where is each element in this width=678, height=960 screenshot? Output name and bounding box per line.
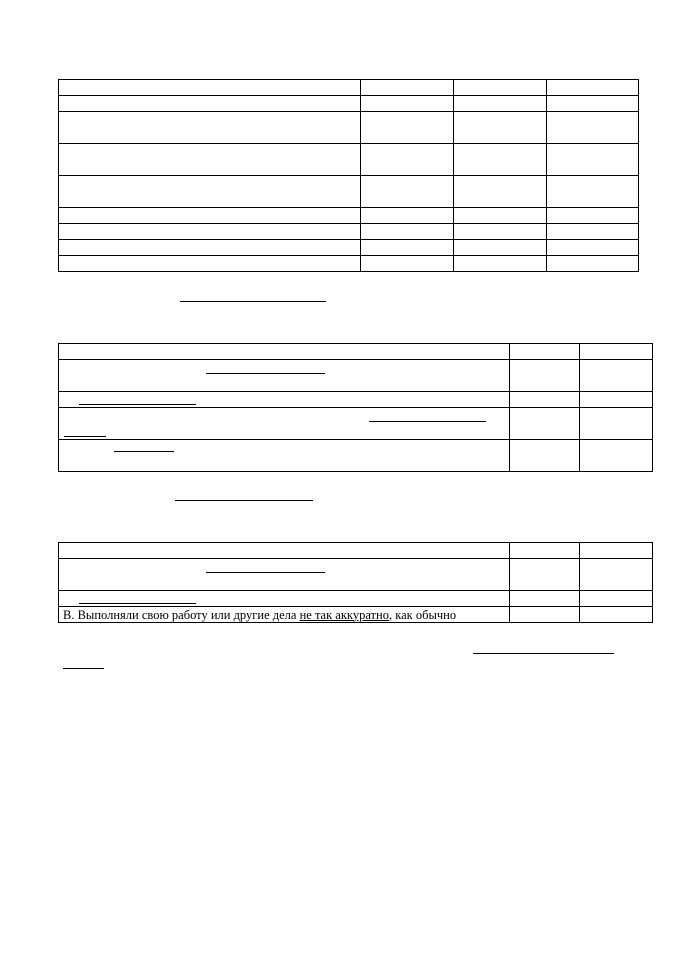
row-label-suffix: , как обычно bbox=[388, 607, 457, 622]
answer-cell[interactable] bbox=[580, 559, 653, 591]
row-label bbox=[59, 80, 361, 96]
answer-cell[interactable] bbox=[547, 240, 639, 256]
table-row bbox=[59, 543, 653, 559]
answer-cell[interactable] bbox=[361, 256, 454, 272]
table-row bbox=[59, 224, 639, 240]
answer-cell[interactable] bbox=[510, 408, 580, 440]
row-label bbox=[59, 224, 361, 240]
row-label bbox=[59, 240, 361, 256]
answer-cell[interactable] bbox=[361, 96, 454, 112]
table-row bbox=[59, 176, 639, 208]
underlined-blank bbox=[180, 301, 326, 302]
table-row bbox=[59, 80, 639, 96]
answer-cell[interactable] bbox=[510, 607, 580, 623]
underlined-blank bbox=[206, 572, 325, 573]
row-label bbox=[59, 96, 361, 112]
answer-cell[interactable] bbox=[361, 112, 454, 144]
answer-cell[interactable] bbox=[454, 224, 547, 240]
table-row bbox=[59, 607, 653, 623]
answer-cell[interactable] bbox=[547, 144, 639, 176]
answer-cell[interactable] bbox=[510, 360, 580, 392]
answer-cell[interactable] bbox=[454, 240, 547, 256]
row-label bbox=[59, 559, 510, 591]
answer-cell[interactable] bbox=[547, 112, 639, 144]
row-label bbox=[59, 543, 510, 559]
table-row bbox=[59, 256, 639, 272]
underlined-blank bbox=[369, 421, 486, 422]
underlined-blank bbox=[64, 436, 106, 437]
answer-cell[interactable] bbox=[510, 559, 580, 591]
row-label bbox=[59, 392, 510, 408]
answer-cell[interactable] bbox=[454, 80, 547, 96]
answer-cell[interactable] bbox=[361, 176, 454, 208]
answer-cell[interactable] bbox=[580, 543, 653, 559]
answer-cell[interactable] bbox=[547, 224, 639, 240]
underlined-blank bbox=[206, 373, 325, 374]
table-row bbox=[59, 240, 639, 256]
table-row bbox=[59, 392, 653, 408]
row-label bbox=[59, 360, 510, 392]
answer-cell[interactable] bbox=[510, 440, 580, 472]
row-label bbox=[59, 408, 510, 440]
table-row bbox=[59, 408, 653, 440]
answer-cell[interactable] bbox=[510, 543, 580, 559]
answer-cell[interactable] bbox=[580, 591, 653, 607]
answer-cell[interactable] bbox=[547, 208, 639, 224]
underlined-blank bbox=[79, 603, 196, 604]
row-label bbox=[59, 176, 361, 208]
answer-cell[interactable] bbox=[510, 344, 580, 360]
answer-cell[interactable] bbox=[547, 96, 639, 112]
table-2 bbox=[58, 343, 653, 472]
answer-cell[interactable] bbox=[547, 256, 639, 272]
answer-cell[interactable] bbox=[580, 360, 653, 392]
answer-cell[interactable] bbox=[547, 176, 639, 208]
answer-cell[interactable] bbox=[454, 144, 547, 176]
row-label bbox=[59, 591, 510, 607]
answer-cell[interactable] bbox=[510, 392, 580, 408]
answer-cell[interactable] bbox=[454, 112, 547, 144]
table-row bbox=[59, 344, 653, 360]
answer-cell[interactable] bbox=[454, 176, 547, 208]
table-row bbox=[59, 360, 653, 392]
underlined-blank bbox=[175, 500, 313, 501]
row-label-prefix: В. Выполняли свою работу или другие дела bbox=[63, 607, 300, 622]
underlined-blank bbox=[63, 668, 104, 669]
answer-cell[interactable] bbox=[580, 344, 653, 360]
table-row bbox=[59, 559, 653, 591]
answer-cell[interactable] bbox=[580, 392, 653, 408]
row-label bbox=[59, 344, 510, 360]
answer-cell[interactable] bbox=[454, 96, 547, 112]
underlined-blank bbox=[79, 404, 196, 405]
answer-cell[interactable] bbox=[454, 256, 547, 272]
row-label bbox=[59, 256, 361, 272]
answer-cell[interactable] bbox=[361, 144, 454, 176]
table-row bbox=[59, 208, 639, 224]
answer-cell[interactable] bbox=[580, 607, 653, 623]
answer-cell[interactable] bbox=[361, 240, 454, 256]
row-label bbox=[59, 112, 361, 144]
table-row bbox=[59, 96, 639, 112]
underlined-blank bbox=[473, 653, 614, 654]
table-row bbox=[59, 112, 639, 144]
row-label bbox=[59, 607, 510, 623]
answer-cell[interactable] bbox=[510, 591, 580, 607]
table-row bbox=[59, 440, 653, 472]
answer-cell[interactable] bbox=[580, 440, 653, 472]
row-label bbox=[59, 440, 510, 472]
answer-cell[interactable] bbox=[454, 208, 547, 224]
answer-cell[interactable] bbox=[361, 208, 454, 224]
answer-cell[interactable] bbox=[361, 224, 454, 240]
row-label-emphasis: не так аккуратно bbox=[299, 607, 389, 622]
table-row bbox=[59, 591, 653, 607]
table-3 bbox=[58, 542, 653, 623]
row-label bbox=[59, 208, 361, 224]
answer-cell[interactable] bbox=[361, 80, 454, 96]
table-1 bbox=[58, 79, 639, 272]
answer-cell[interactable] bbox=[547, 80, 639, 96]
table-row bbox=[59, 144, 639, 176]
underlined-blank bbox=[114, 451, 174, 452]
answer-cell[interactable] bbox=[580, 408, 653, 440]
row-label bbox=[59, 144, 361, 176]
